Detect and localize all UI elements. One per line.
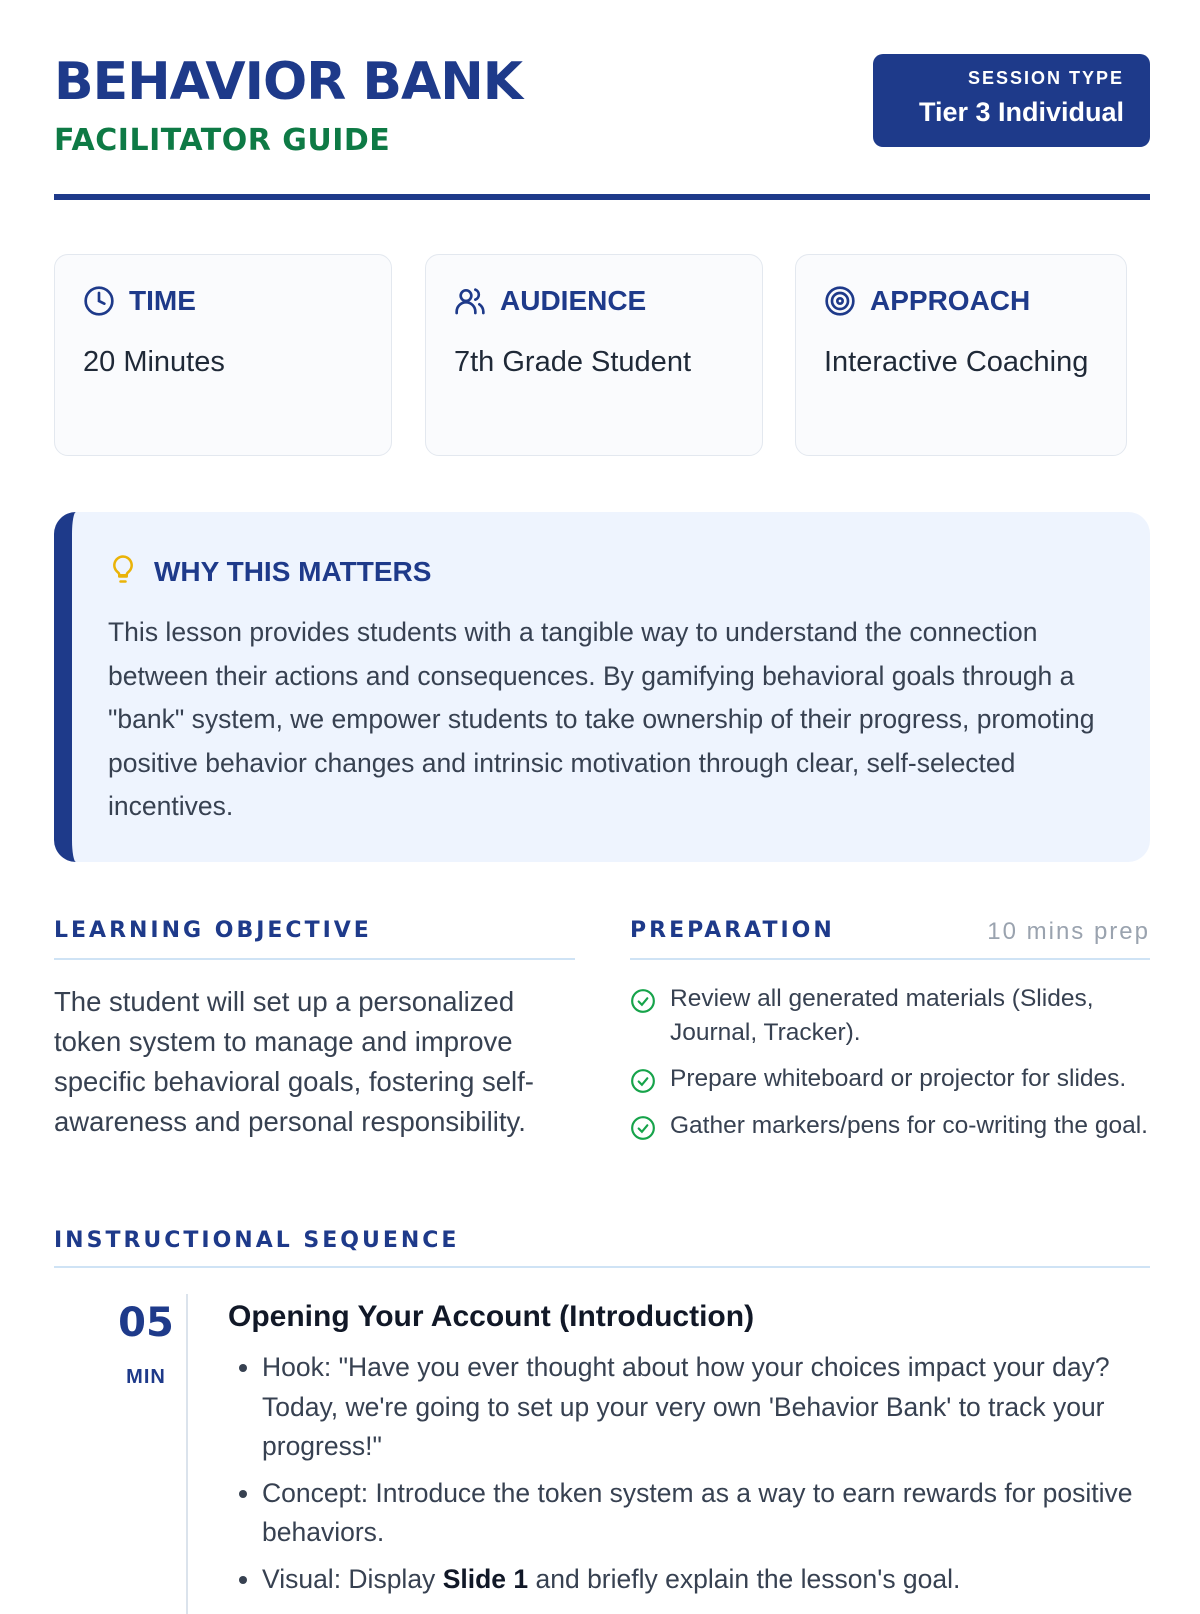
step-bullets (228, 1348, 1162, 1606)
session-type-badge (873, 54, 1150, 147)
check-circle-icon (630, 1115, 656, 1141)
check-circle-icon (630, 988, 656, 1014)
prep-time-note: 10 mins prep (987, 918, 1150, 945)
time-card-title: TIME (129, 285, 196, 316)
time-card-value: 20 Minutes (83, 346, 225, 378)
visual-suffix: and briefly explain the lesson's goal. (528, 1563, 961, 1594)
visual-slide-ref: Slide 1 (442, 1563, 529, 1594)
step-bullet: • Hook: "Have you ever thought about how your choices impact your day? Today, we're going to set up your very own 'Behavior Bank' to track your progress!" (262, 1348, 1162, 1467)
learning-objective-section (54, 918, 575, 1142)
step-bullet (262, 1560, 1162, 1600)
target-icon (824, 285, 856, 317)
approach-card-value: Interactive Coaching (824, 346, 1089, 378)
step-title: Opening Your Account (Introduction) (228, 1300, 755, 1333)
why-body: This lesson provides students with a tangible way to understand the connection between their actions and consequences. By gamifying behavioral goals through a "bank" system, we empower students to take ownership of their progress, promoting positive behavior changes and intrinsic motivation through clear, self-selected incentives. (108, 617, 1095, 821)
prep-item-text: Review all generated materials (Slides, Journal, Tracker). (670, 985, 1094, 1046)
learning-objective-text: The student will set up a personalized token system to manage and improve specific behavioral goals, fostering self-awareness and personal responsibility. (54, 986, 534, 1137)
visual-prefix: Visual: Display (262, 1563, 443, 1594)
why-title: WHY THIS MATTERS (154, 555, 432, 587)
facilitator-guide-page (54, 0, 1150, 1594)
list-item (630, 1109, 1150, 1143)
clock-icon (83, 285, 115, 317)
instructional-sequence-section (54, 1228, 1150, 1608)
step-minutes: 05 (118, 1300, 174, 1346)
preparation-list (630, 982, 1150, 1142)
session-type-label: SESSION TYPE (967, 68, 1124, 88)
time-card (54, 254, 392, 456)
page-header (54, 0, 1150, 200)
audience-card-title: AUDIENCE (500, 285, 647, 316)
step-minutes-unit: MIN (126, 1366, 166, 1388)
prep-item-text: Gather markers/pens for co-writing the goal. (670, 1111, 1148, 1139)
session-type-value: Tier 3 Individual (918, 97, 1124, 127)
users-icon (454, 285, 486, 317)
page-subtitle: FACILITATOR GUIDE (54, 123, 391, 158)
list-item (630, 1062, 1150, 1096)
instructional-sequence-heading: INSTRUCTIONAL SEQUENCE (54, 1228, 460, 1253)
sequence-step (54, 1268, 1150, 1608)
preparation-section (630, 918, 1150, 1155)
approach-card-title: APPROACH (870, 285, 1031, 316)
step-bullet: • Concept: Introduce the token system as a way to earn rewards for positive behaviors. (262, 1474, 1162, 1553)
approach-card (795, 254, 1127, 456)
why-this-matters-panel (54, 512, 1150, 862)
header-divider (54, 194, 1150, 200)
check-circle-icon (630, 1068, 656, 1094)
info-cards (54, 254, 1150, 458)
list-item (630, 982, 1150, 1049)
page-title: BEHAVIOR BANK (54, 52, 523, 112)
learning-objective-heading: LEARNING OBJECTIVE (54, 918, 372, 943)
lightbulb-icon (108, 552, 138, 591)
prep-item-text: Prepare whiteboard or projector for slides. (670, 1065, 1127, 1092)
step-divider (186, 1294, 188, 1614)
preparation-heading: PREPARATION (630, 918, 835, 943)
audience-card (425, 254, 763, 456)
audience-card-value: 7th Grade Student (454, 346, 691, 378)
